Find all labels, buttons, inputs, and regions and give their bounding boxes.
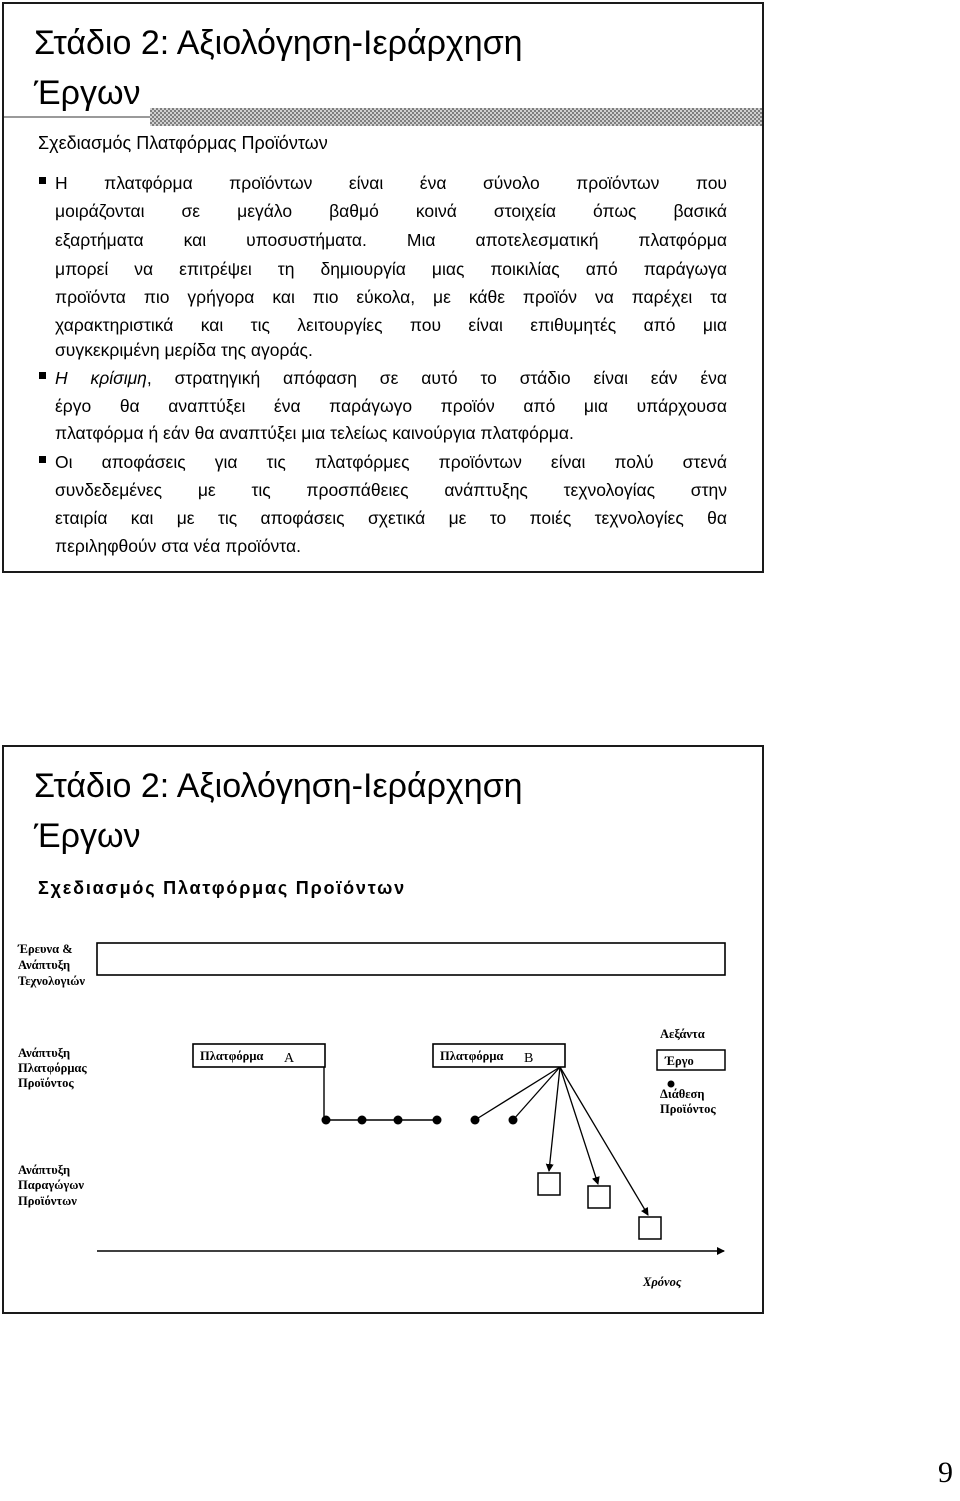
platform-b-derivative-line <box>475 1067 560 1120</box>
platform-b-letter: B <box>524 1051 534 1066</box>
row-label-research: Έρευνα & <box>18 942 73 956</box>
row-label-research: Τεχνολογιών <box>18 974 85 988</box>
legend-heading: Αεξάντα <box>660 1027 705 1041</box>
bullet-3-line: εταιρία και με τις αποφάσεις σχετικά με το ποιές τεχνολογίες θα <box>55 508 727 528</box>
bullet-2-italic-lead: Η κρίσιμη <box>55 368 147 388</box>
derivative-project-box <box>588 1186 610 1208</box>
legend-launch-label: Προϊόντος <box>660 1102 716 1116</box>
slide-title-line-2: Έργων <box>34 74 141 112</box>
platform-b-derivative-arrow <box>549 1067 560 1171</box>
bullet-marker <box>39 372 46 379</box>
slide-platform-diagram <box>2 745 764 1314</box>
platform-b-label: Πλατφόρμα <box>440 1049 504 1063</box>
bullet-2-line: πλατφόρμα ή εάν θα αναπτύξει μια τελείως καινούργια πλατφόρμα. <box>55 423 574 443</box>
product-launch-dot <box>471 1116 480 1125</box>
title-divider-pattern <box>150 108 762 126</box>
bullet-3-line: περιληφθούν στα νέα προϊόντα. <box>55 536 301 556</box>
bullet-1-line: μπορεί να επιτρέψει τη δημιουργία μιας ποικιλίας από παράγωγα <box>55 259 727 279</box>
slide-title <box>34 761 523 861</box>
row-label-platform: Προϊόντος <box>18 1076 74 1090</box>
technology-development-bar <box>97 943 725 975</box>
slide-title <box>34 18 523 118</box>
row-label-derivatives: Παραγώγων <box>18 1178 84 1192</box>
bullet-1-line: εξαρτήματα και υποσυστήματα. Μια αποτελεσματική πλατφόρμα <box>55 230 727 250</box>
bullet-3-line: Οι αποφάσεις για τις πλατφόρμες προϊόντων είναι πολύ στενά <box>55 452 727 472</box>
bullet-marker <box>39 177 46 184</box>
bullet-2-line: έργο θα αναπτύξει ένα παράγωγο προϊόν από μια υπάρχουσα <box>55 396 727 416</box>
bullet-1-line: Η πλατφόρμα προϊόντων είναι ένα σύνολο προϊόντων που <box>55 173 727 193</box>
slide-subtitle: Σχεδιασμός Πλατφόρμας Προϊόντων <box>38 878 406 898</box>
platform-b-derivative-line <box>513 1067 560 1120</box>
legend-project-label: Έργο <box>665 1054 694 1068</box>
platform-b-derivative-arrow <box>560 1067 598 1184</box>
platform-a-letter: A <box>284 1051 295 1066</box>
product-launch-dot <box>322 1116 331 1125</box>
derivative-project-box <box>538 1173 560 1195</box>
slide-title-line-1: Στάδιο 2: Αξιολόγηση-Ιεράρχηση <box>34 24 523 62</box>
bullet-1-line: χαρακτηριστικά και τις λειτουργίες που είναι επιθυμητές από μια <box>55 315 727 335</box>
row-label-derivatives: Προϊόντων <box>18 1194 77 1208</box>
row-label-platform: Πλατφόρμας <box>18 1061 87 1075</box>
time-axis-label: Χρόνος <box>643 1275 682 1289</box>
product-launch-dot <box>509 1116 518 1125</box>
platform-planning-diagram <box>4 933 758 1303</box>
product-launch-dot <box>394 1116 403 1125</box>
page-number: 9 <box>938 1456 953 1489</box>
bullet-2-line-text: , στρατηγική απόφαση σε αυτό το στάδιο είναι εάν ένα <box>146 368 728 388</box>
bullet-1-line: μοιράζονται σε μεγάλο βαθμό κοινά στοιχεία όπως βασικά <box>55 201 727 221</box>
bullet-1-line: συγκεκριμένη μερίδα της αγοράς. <box>55 340 313 360</box>
bullet-2-line <box>55 364 727 392</box>
slide-subtitle: Σχεδιασμός Πλατφόρμας Προϊόντων <box>38 133 328 153</box>
slide-title-line-1: Στάδιο 2: Αξιολόγηση-Ιεράρχηση <box>34 767 523 805</box>
bullet-3-line: συνδεδεμένες με τις προσπάθειες ανάπτυξης τεχνολογίας στην <box>55 480 727 500</box>
row-label-research: Ανάπτυξη <box>18 958 71 972</box>
platform-a-label: Πλατφόρμα <box>200 1049 264 1063</box>
legend-launch-label: Διάθεση <box>660 1087 705 1101</box>
row-label-derivatives: Ανάπτυξη <box>18 1163 71 1177</box>
platform-a-derivative-line <box>324 1067 437 1120</box>
row-label-platform: Ανάπτυξη <box>18 1046 71 1060</box>
slide-title-line-2: Έργων <box>34 817 141 855</box>
slide-platform-text <box>2 2 764 573</box>
product-launch-dot <box>433 1116 442 1125</box>
product-launch-dot <box>358 1116 367 1125</box>
derivative-project-box <box>639 1217 661 1239</box>
bullet-marker <box>39 456 46 463</box>
bullet-1-line: προϊόντα πιο γρήγορα και πιο εύκολα, με κάθε προϊόν να παρέχει τα <box>55 287 727 307</box>
title-divider-line <box>4 116 150 118</box>
